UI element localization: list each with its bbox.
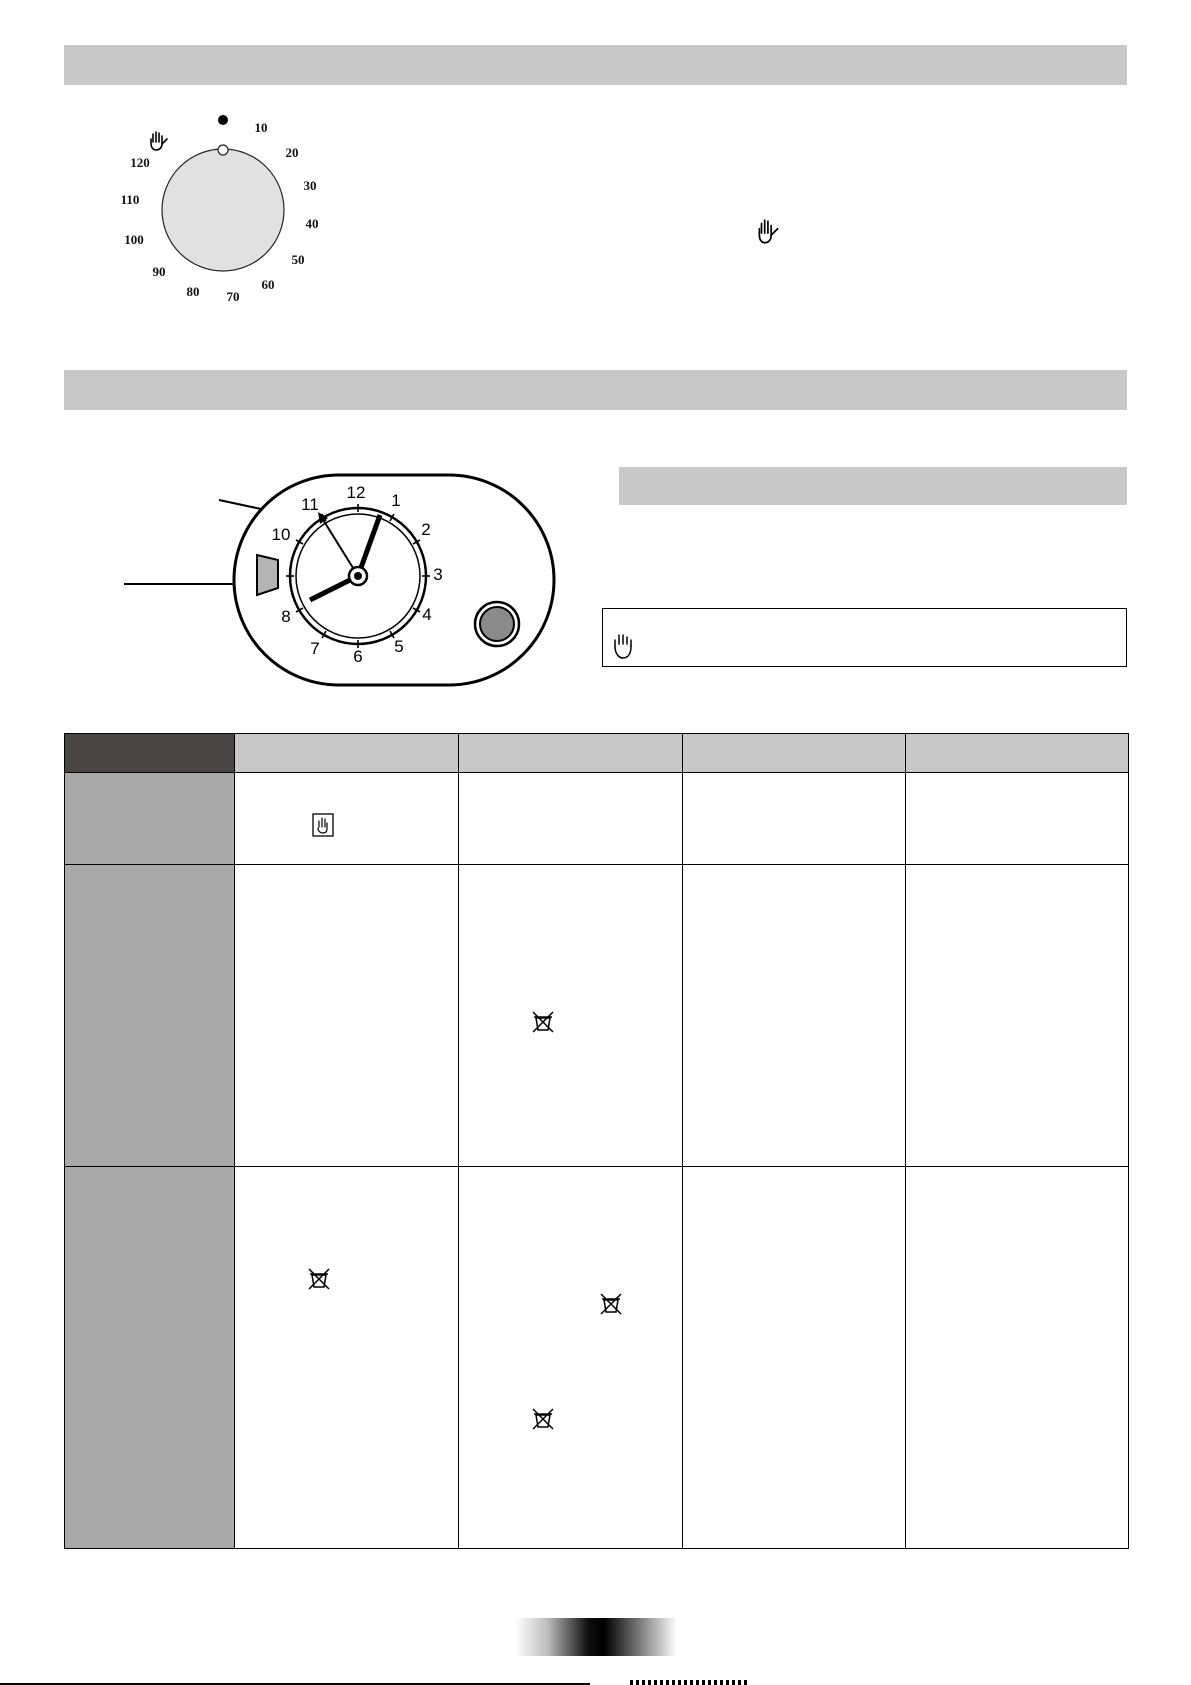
dial-label-50: 50 — [291, 252, 305, 267]
window-icon — [257, 555, 278, 595]
dial-label-110: 110 — [120, 192, 140, 207]
clock-numeral-5: 5 — [394, 637, 404, 656]
timer-knob-face[interactable] — [162, 149, 284, 271]
knob-icon[interactable] — [480, 607, 514, 641]
table-header-col-2 — [459, 734, 683, 773]
programme-table — [64, 733, 1129, 1549]
dial-label-80: 80 — [186, 284, 200, 299]
clock-hub-center — [354, 572, 362, 580]
minute-timer-dial — [100, 100, 360, 320]
clock-numeral-6: 6 — [353, 647, 363, 666]
hand-icon — [151, 132, 167, 150]
table-cell — [906, 1167, 1129, 1549]
table-cell — [459, 865, 683, 1167]
crossed-tub-icon — [531, 1010, 555, 1034]
clock-numeral-3: 3 — [433, 565, 443, 584]
dot-marker-icon — [218, 115, 228, 125]
row-header-2 — [65, 865, 235, 1167]
table-cell — [683, 865, 906, 1167]
dial-label-60: 60 — [261, 277, 275, 292]
hand-icon — [611, 632, 635, 660]
section-header-band-2 — [64, 370, 1127, 410]
clock-numeral-8: 8 — [281, 607, 291, 626]
table-cell — [683, 1167, 906, 1549]
dial-label-120: 120 — [130, 155, 150, 170]
table-cell — [459, 1167, 683, 1549]
dial-label-30: 30 — [303, 178, 317, 193]
dial-label-100: 100 — [124, 232, 144, 247]
dial-label-40: 40 — [305, 216, 319, 231]
clock-numeral-1: 1 — [391, 491, 401, 510]
hand-icon — [756, 217, 782, 247]
table-header-corner — [65, 734, 235, 773]
table-cell — [906, 865, 1129, 1167]
table-row — [65, 865, 1129, 1167]
clock-numeral-12: 12 — [346, 483, 366, 502]
row-header-3 — [65, 1167, 235, 1549]
section-header-band-1 — [64, 45, 1127, 85]
clock-programmer — [110, 460, 560, 690]
dial-label-70: 70 — [226, 289, 240, 304]
note-box — [602, 608, 1127, 667]
clock-numeral-10: 10 — [271, 525, 291, 544]
table-cell — [235, 1167, 459, 1549]
clock-numeral-7: 7 — [310, 639, 320, 658]
table-header-row — [65, 734, 1129, 773]
footer-dashed-rule — [630, 1680, 750, 1685]
clock-numeral-11: 11 — [301, 495, 319, 514]
row-header-1 — [65, 773, 235, 865]
crossed-tub-icon — [531, 1407, 555, 1431]
clock-numeral-2: 2 — [421, 520, 431, 539]
timer-indicator-icon — [218, 145, 228, 155]
crossed-tub-icon — [307, 1267, 331, 1291]
table-cell — [459, 773, 683, 865]
table-header-col-1 — [235, 734, 459, 773]
table-cell — [906, 773, 1129, 865]
crossed-tub-icon — [599, 1292, 623, 1316]
table-header-col-3 — [683, 734, 906, 773]
dial-label-10: 10 — [254, 120, 268, 135]
table-cell — [683, 773, 906, 865]
table-header-col-4 — [906, 734, 1129, 773]
table-row — [65, 1167, 1129, 1549]
dial-label-20: 20 — [285, 145, 299, 160]
table-row — [65, 773, 1129, 865]
clock-numeral-4: 4 — [422, 605, 432, 624]
table-cell — [235, 865, 459, 1167]
hand-icon — [312, 813, 334, 837]
subsection-header-band — [619, 467, 1127, 505]
page-number-gradient — [515, 1618, 677, 1656]
dial-label-90: 90 — [152, 264, 166, 279]
table-cell — [235, 773, 459, 865]
